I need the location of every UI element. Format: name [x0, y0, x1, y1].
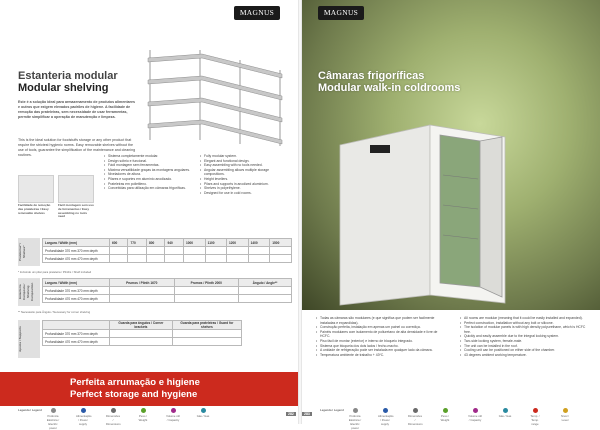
coldroom-title-pt: Câmaras frigoríficas [318, 70, 425, 82]
feature-item: • Prateleiras em polietileno. [104, 182, 194, 187]
coldroom-features-en [460, 316, 588, 357]
legend-right [320, 408, 580, 430]
table-header-cell: 1000 [183, 239, 205, 247]
level-icon [563, 408, 568, 413]
supply-icon [383, 408, 388, 413]
shelves-table [42, 238, 292, 263]
feature-item: • Elegant and functional design. [200, 159, 290, 164]
dimensions-icon [111, 408, 116, 413]
table3-side-label: Apoios / Supports [18, 320, 40, 358]
table-row [43, 247, 292, 255]
feature-item: • All rooms are modular (meaning that it could be easily installed and expanded). [460, 316, 588, 321]
feature-item: • Pilars and supports in anodized aluminium. [200, 182, 290, 187]
coldroom-title-en: Modular walk-in coldrooms [318, 82, 461, 94]
shelving-title [18, 70, 118, 94]
legend-item: Volume útil / Capacity [468, 408, 482, 422]
feature-item: • Temperatura ambiente de trabalho + 43ºC. [316, 353, 444, 358]
composition-table [42, 278, 292, 303]
caption-assembly: Fácil montagem sem uso de ferramentas / Easy assembling no tools need [58, 203, 94, 219]
legend-item: Dimensões / Dimensions [106, 408, 120, 426]
table-cell: Profundidade 370 mm 370 mm depth [43, 247, 110, 255]
removable-shelf-photo [18, 175, 54, 203]
table-header-cell: 1400 [248, 239, 270, 247]
supply-icon [81, 408, 86, 413]
shelving-title-pt: Estanteria modular [18, 70, 118, 82]
table-row [43, 330, 242, 338]
feature-item: • Sistema que bloqueia dos dois lados / fecho-macho. [316, 344, 444, 349]
table-cell: Profundidade 470 mm 470 mm depth [43, 295, 110, 303]
dimensions-icon [413, 408, 418, 413]
feature-item: • Sistema completamente modular. [104, 154, 194, 159]
table-header-cell: 600 [110, 239, 128, 247]
feature-item: • Máxima versatilidade graças às montagens angulares. [104, 168, 194, 173]
page-number-left: 282 [288, 412, 294, 416]
shelving-title-en: Modular shelving [18, 82, 109, 94]
legend-item: Peso / Weight [438, 408, 452, 422]
feature-item: • Construção perfeita, instalação em apenas um painel ou corrediça. [316, 325, 444, 330]
table-cell: Profundidade 470 mm 470 mm depth [43, 338, 110, 346]
feature-item: • The unit can be installed in the roof. [460, 344, 588, 349]
table-header-cell: Prumos / Plinth 2000 [174, 279, 239, 287]
table-row [43, 287, 292, 295]
table-cell: Profundidade 470 mm 470 mm depth [43, 255, 110, 263]
legend-item: Alimentação / Power supply [378, 408, 392, 426]
weight-icon [443, 408, 448, 413]
table-header-cell: Guarda para prateleiras / Guard for shelves [172, 321, 241, 330]
assembly-photo [58, 175, 94, 203]
slogan-en: Perfect storage and hygiene [70, 389, 198, 400]
table-header-cell: 940 [165, 239, 183, 247]
legend-item: Volume útil / Capacity [166, 408, 180, 422]
table-row [43, 255, 292, 263]
feature-item: • Concebidas para utilização em câmaras frigoríficas. [104, 186, 194, 191]
power-icon [353, 408, 358, 413]
feature-item: • Pilares e suportes em alumínio anodizado. [104, 177, 194, 182]
table-cell: Profundidade 370 mm 370 mm depth [43, 330, 110, 338]
feature-item: • Quickly and easily assemble due to the integral locking system. [460, 334, 588, 339]
feature-item: • Designed for use in cold rooms. [200, 191, 290, 196]
slogan-banner [0, 372, 300, 406]
table-header-cell: 1200 [226, 239, 248, 247]
specs-box [300, 310, 600, 406]
legend-title: Legenda / Legend [18, 408, 42, 412]
magnus-logo: MAGNUS [234, 6, 280, 20]
legend-title: Legenda / Legend [320, 408, 344, 412]
gas-icon [503, 408, 508, 413]
coldroom-title [318, 70, 460, 94]
legend-item: Peso / Weight [136, 408, 150, 422]
intro-text-pt: Este é a solução ideal para armazenamento de produtos alimentares e outros que exigem elevados padrões de higiene. A facilidade de remoção das prateleiras, sem necessidade de usar ferramentas, permite simplificar a operação de manutenção e limpeza. [18, 100, 136, 119]
table2-note: ** Necessário para Ângulo / Necessary for corner shelving [18, 310, 91, 314]
power-icon [51, 408, 56, 413]
intro-text-en: This is the ideal solution for foodstuffs storage or any other product that require the strictest hygienic norms. Easy removable shelves without the use of tools, guarantee the simplification of the maintenance and cleaning routines. [18, 138, 136, 157]
legend-item: Gás / Gas [196, 408, 210, 418]
feature-item: • Cooling unit can be positioned on either side of the chamber. [460, 348, 588, 353]
table-row [43, 295, 292, 303]
table-header-row [43, 279, 292, 287]
feature-item: • Angular assembling allows multiple storage compositions. [200, 168, 290, 177]
shelving-illustration [140, 40, 290, 150]
table-header-cell: Guarda para ângulos / Corner brackets [110, 321, 173, 330]
page-fold [298, 0, 302, 424]
feature-item: • Todas as câmaras são modulares (e que significa que podem ser facilmente instaladas e expandidas). [316, 316, 444, 325]
table-header-cell: 1500 [270, 239, 292, 247]
table1-side-label: Prateleiras* / Shelves* [18, 238, 40, 266]
capacity-icon [473, 408, 478, 413]
feature-item: • Fully modular system. [200, 154, 290, 159]
coldroom-illustration [340, 125, 505, 305]
table-header-cell: 800 [146, 239, 164, 247]
coldroom-features-pt [316, 316, 444, 357]
feature-item: • Painéis modulares com isolamento de poliuretano de alta densidade e livre de HCFC. [316, 330, 444, 339]
features-list-pt [104, 154, 194, 191]
table-row [43, 338, 242, 346]
table2-side-label: Estanteria Composta / Shelving Composition [18, 278, 40, 306]
feature-item: • Shelves in polyethylene. [200, 186, 290, 191]
feature-item: • A unidade de refrigeração pode ser instalada em qualquer lado da câmara. [316, 348, 444, 353]
right-page [300, 0, 600, 430]
feature-item: • Niveladores de altura. [104, 172, 194, 177]
table-cell: Profundidade 370 mm 370 mm depth [43, 287, 110, 295]
legend-item: Potência Eléctrica / Electric power [46, 408, 60, 430]
legend-item: Nível / Level [558, 408, 572, 422]
feature-item: • The isolation of modular panels is with high density polyurethane, which is HCFC free. [460, 325, 588, 334]
legend-item: Temp. / Temp. range [528, 408, 542, 426]
legend-left [18, 408, 278, 430]
feature-item: • Design sóbrio e funcional. [104, 159, 194, 164]
legend-item: Dimensões / Dimensions [408, 408, 422, 426]
feature-item: • Perfect construction, installation without any bolt or silicone. [460, 321, 588, 326]
weight-icon [141, 408, 146, 413]
table-header-cell: 1100 [205, 239, 226, 247]
feature-item: • Height levellers. [200, 177, 290, 182]
temperature-icon [533, 408, 538, 413]
caption-removable: Facilidade de remoção das prateleiras / Easy removable shelves [18, 203, 51, 215]
legend-item: Gás / Gas [498, 408, 512, 418]
legend-item: Alimentação / Power supply [76, 408, 90, 426]
features-list-en [200, 154, 290, 195]
feature-item: • Easy assembling with no tools needed. [200, 163, 290, 168]
slogan-pt: Perfeita arrumação e higiene [70, 377, 200, 388]
page-number-right: 283 [304, 412, 310, 416]
control-panel [370, 145, 390, 153]
table-header-row [43, 321, 242, 330]
capacity-icon [171, 408, 176, 413]
table-header-cell: Prumos / Plinth 1670 [110, 279, 175, 287]
feature-item: • Piso fácil de montar (exterior) e interno de bloqueio integrado. [316, 339, 444, 344]
table1-note: * Incluindo um pilar para prateleira / Plinths / Shelf included [18, 270, 92, 274]
table-header-cell: 770 [128, 239, 146, 247]
supports-table [42, 320, 242, 346]
feature-item: • Fácil montagem sem ferramentas. [104, 163, 194, 168]
table-header-row [43, 239, 292, 247]
magnus-logo: MAGNUS [318, 6, 364, 20]
table-header-cell: Ângulo / Angle** [239, 279, 292, 287]
table-header-cell: Largura / Width (mm) [43, 279, 110, 287]
feature-item: • 43 degrees ambient working temperature. [460, 353, 588, 358]
table-header-cell [43, 321, 110, 330]
gas-icon [201, 408, 206, 413]
table-header-cell: Largura / Width (mm) [43, 239, 110, 247]
feature-item: • Two-side locking system, female-male. [460, 339, 588, 344]
legend-item: Potência Eléctrica / Electric power [348, 408, 362, 430]
